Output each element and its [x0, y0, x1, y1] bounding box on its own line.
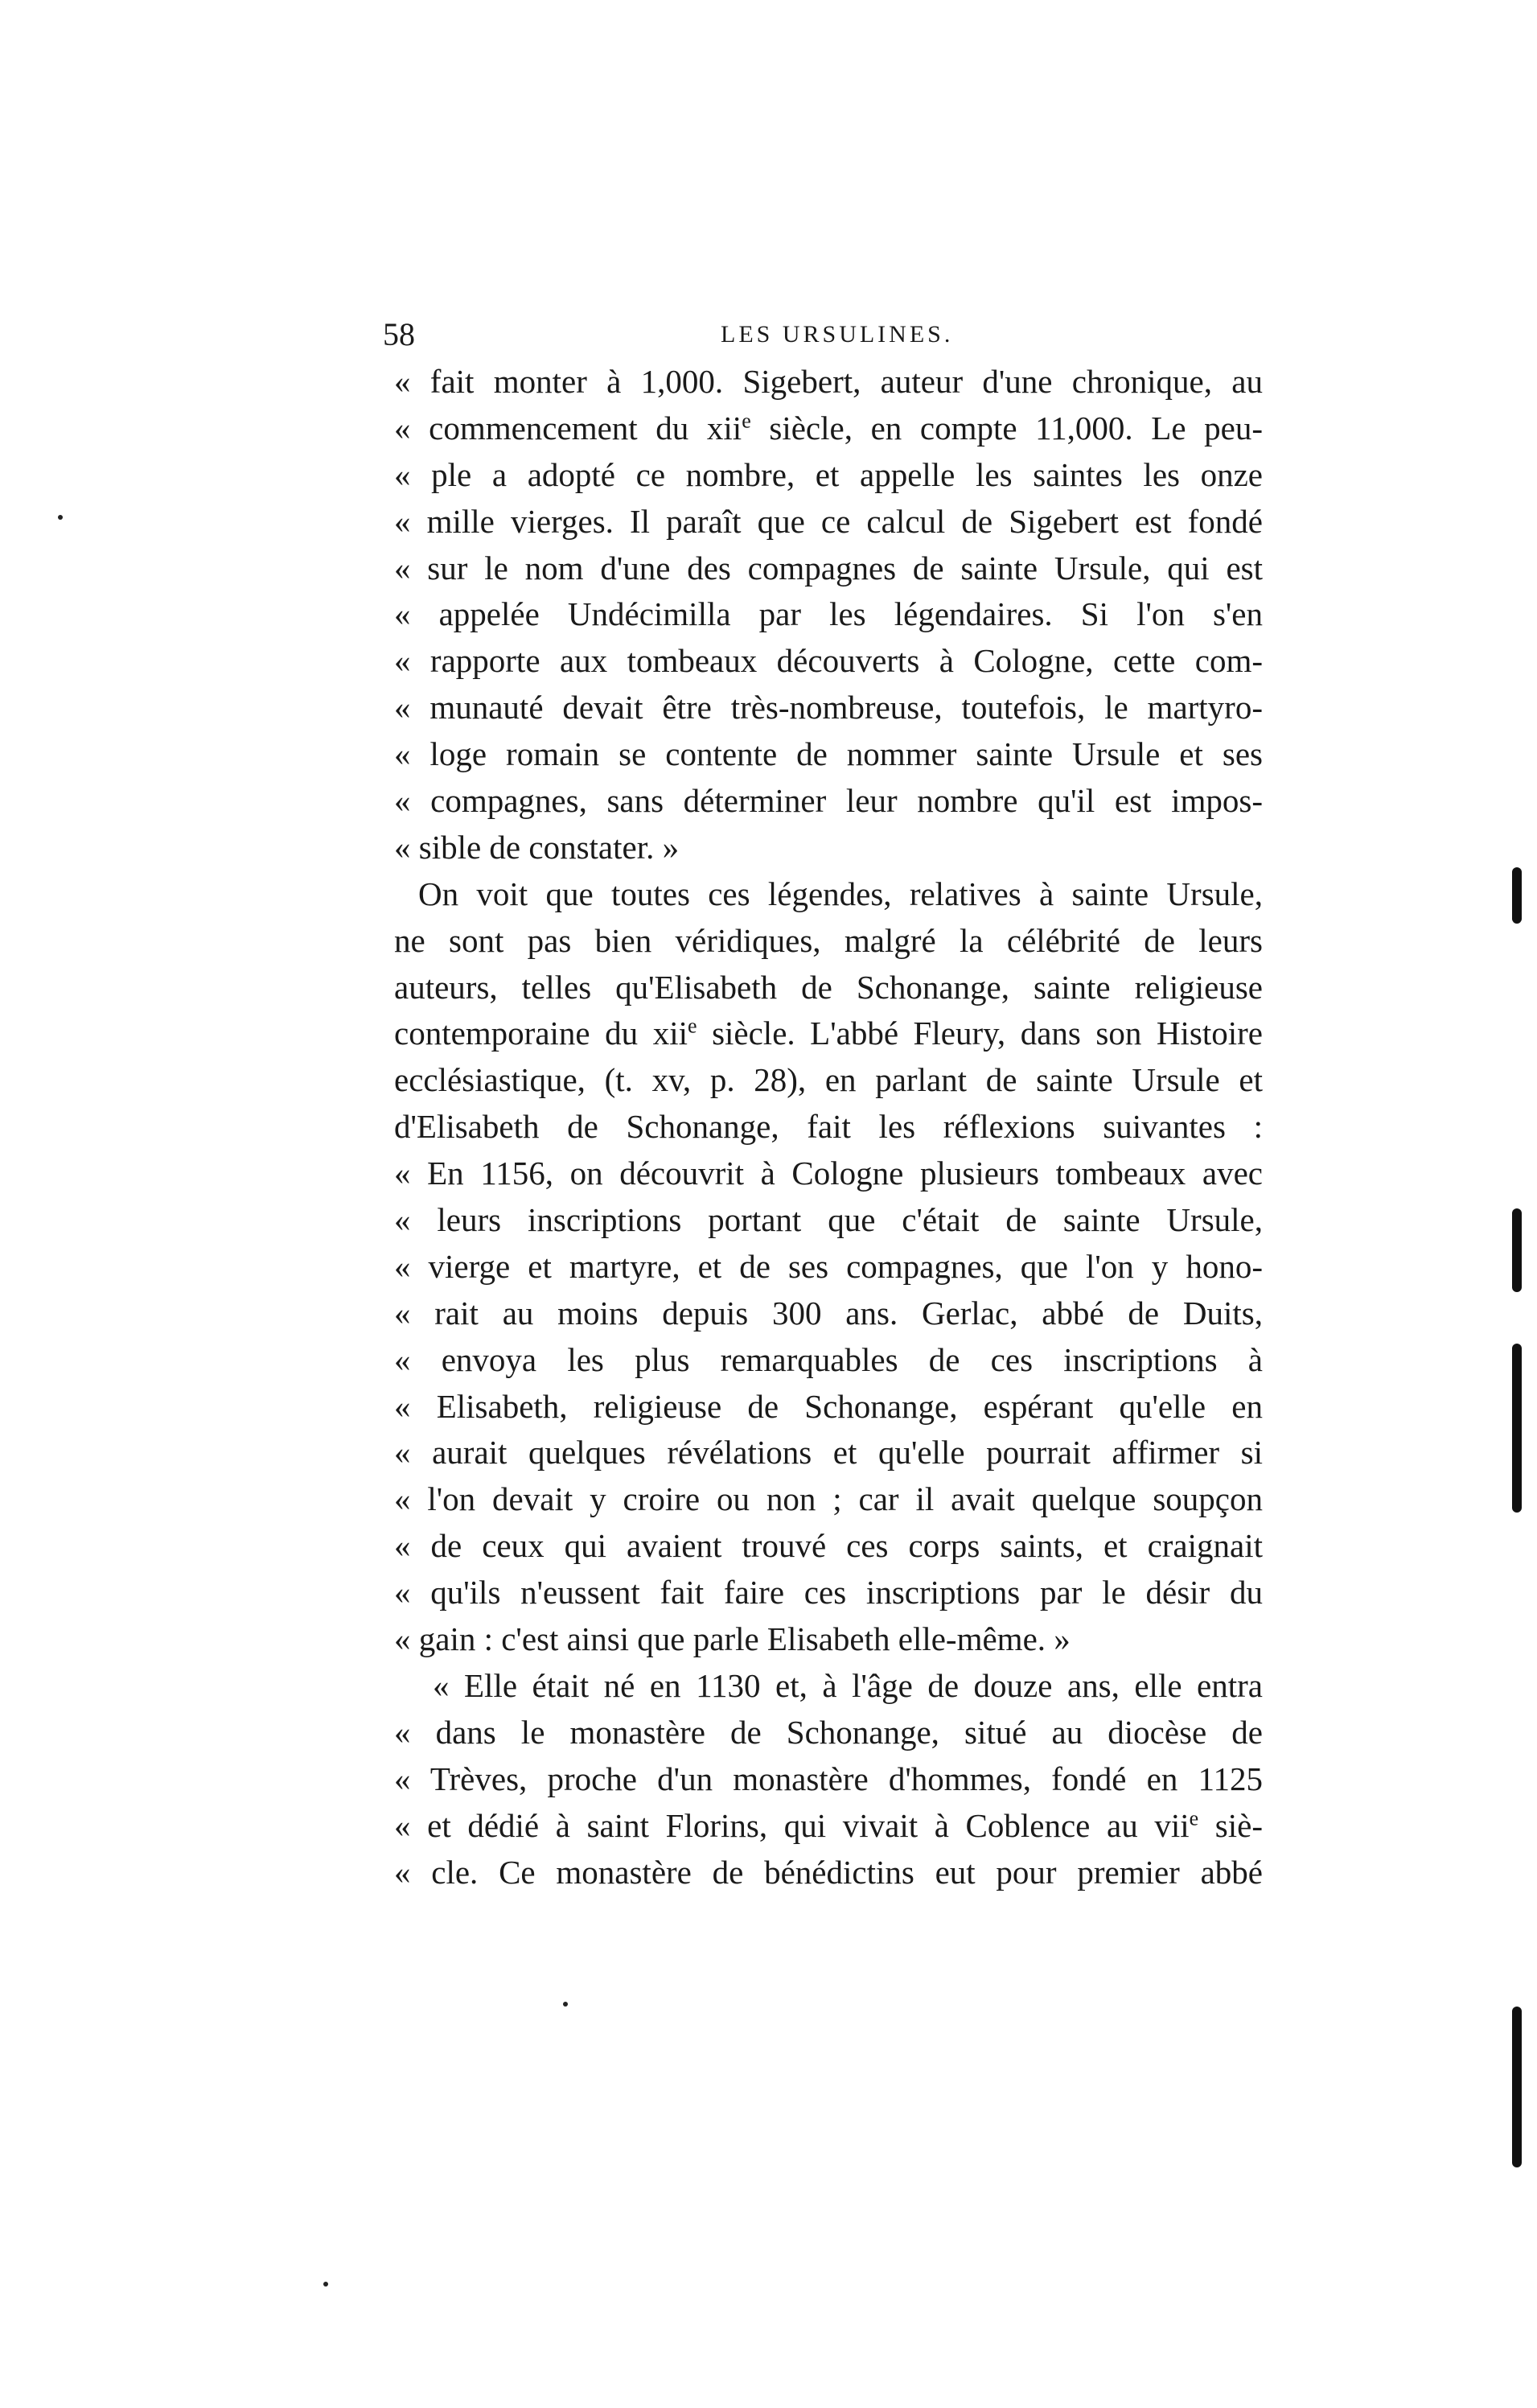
scan-edge-mark — [1512, 2007, 1522, 2167]
scan-edge-mark — [1512, 1344, 1522, 1513]
text-line: ecclésiastique, (t. xv, p. 28), en parlant de sainte Ursule et — [394, 1061, 1263, 1099]
running-title: LES URSULINES. — [721, 321, 954, 348]
text-line: « sur le nom d'une des compagnes de sainte Ursule, qui est — [394, 549, 1263, 587]
text-line: « dans le monastère de Schonange, situé au diocèse de — [394, 1713, 1263, 1751]
scan-edge-mark — [1512, 867, 1522, 924]
text-fragment: siècle. L'abbé Fleury, dans son Histoire — [697, 1015, 1263, 1052]
text-line: « appelée Undécimilla par les légendaires. Si l'on s'en — [394, 595, 1263, 633]
body-text — [394, 359, 1263, 1896]
scan-speck — [58, 515, 63, 520]
text-fragment: siè- — [1198, 1806, 1263, 1844]
text-line: « mille vierges. Il paraît que ce calcul de Sigebert est fondé — [394, 502, 1263, 540]
text-line: « rait au moins depuis 300 ans. Gerlac, abbé de Duits, — [394, 1294, 1263, 1332]
superscript: e — [742, 409, 751, 433]
text-fragment: « et dédié à saint Florins, qui vivait à Coblence au vii — [394, 1806, 1190, 1844]
scan-speck — [563, 2002, 568, 2007]
text-line: « gain : c'est ainsi que parle Elisabeth elle-même. » — [394, 1620, 1071, 1658]
text-line: « fait monter à 1,000. Sigebert, auteur d'une chronique, au — [394, 363, 1263, 400]
text-line: ne sont pas bien véridiques, malgré la célébrité de leurs — [394, 921, 1263, 959]
text-line: « loge romain se contente de nommer sainte Ursule et ses — [394, 735, 1263, 773]
text-line: « de ceux qui avaient trouvé ces corps saints, et craignait — [394, 1527, 1263, 1565]
text-line: « ple a adopté ce nombre, et appelle les saintes les onze — [394, 455, 1263, 493]
page-number: 58 — [383, 316, 415, 352]
text-line: « En 1156, on découvrit à Cologne plusieurs tombeaux avec — [394, 1155, 1263, 1192]
text-fragment: « commencement du xii — [394, 409, 742, 447]
text-line: « l'on devait y croire ou non ; car il avait quelque soupçon — [394, 1480, 1263, 1518]
text-line — [394, 1803, 1263, 1850]
text-line: « rapporte aux tombeaux découverts à Cologne, cette com- — [394, 642, 1263, 680]
text-line: « envoya les plus remarquables de ces inscriptions à — [394, 1340, 1263, 1378]
text-line: « sible de constater. » — [394, 828, 680, 866]
superscript: e — [687, 1014, 697, 1038]
text-fragment: siècle, en compte 11,000. Le peu- — [750, 409, 1263, 447]
text-line: « Trèves, proche d'un monastère d'hommes, fondé en 1125 — [394, 1760, 1263, 1797]
text-line: « Elisabeth, religieuse de Schonange, espérant qu'elle en — [394, 1387, 1263, 1425]
text-line — [394, 405, 1263, 452]
text-line: « compagnes, sans déterminer leur nombre qu'il est impos- — [394, 782, 1263, 820]
superscript: e — [1189, 1805, 1199, 1830]
text-line: « qu'ils n'eussent fait faire ces inscriptions par le désir du — [394, 1574, 1263, 1612]
scan-edge-mark — [1512, 1208, 1522, 1292]
text-line: d'Elisabeth de Schonange, fait les réflexions suivantes : — [394, 1108, 1263, 1146]
text-line: « Elle était né en 1130 et, à l'âge de douze ans, elle entra — [433, 1666, 1263, 1704]
text-line: « munauté devait être très-nombreuse, toutefois, le martyro- — [394, 689, 1263, 727]
text-line: « aurait quelques révélations et qu'elle pourrait affirmer si — [394, 1434, 1263, 1472]
text-fragment: contemporaine du xii — [394, 1015, 688, 1052]
text-line: auteurs, telles qu'Elisabeth de Schonange, sainte religieuse — [394, 968, 1263, 1006]
page-header — [383, 311, 1268, 359]
text-line: « cle. Ce monastère de bénédictins eut pour premier abbé — [394, 1853, 1263, 1891]
text-line — [394, 1011, 1263, 1057]
scan-speck — [323, 2282, 328, 2287]
text-line: « leurs inscriptions portant que c'était de sainte Ursule, — [394, 1201, 1263, 1239]
text-line: On voit que toutes ces légendes, relatives à sainte Ursule, — [418, 875, 1263, 912]
text-line: « vierge et martyre, et de ses compagnes, que l'on y hono- — [394, 1247, 1263, 1285]
